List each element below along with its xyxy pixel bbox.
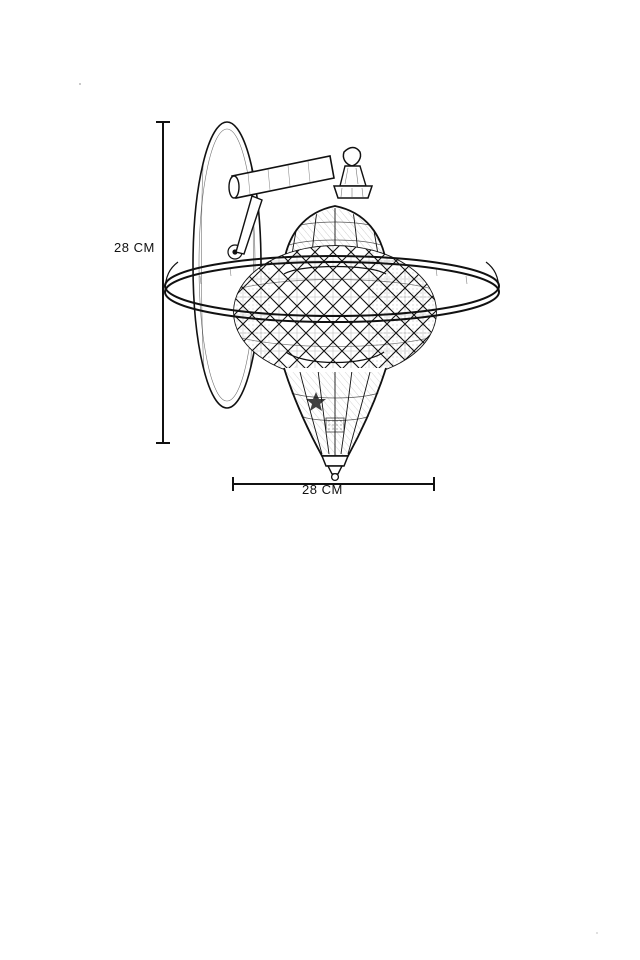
paper-speck [596, 932, 598, 934]
height-dimension-label: 28 CM [114, 240, 155, 255]
lower-cone [280, 366, 392, 462]
width-dimension-label: 28 CM [302, 482, 343, 497]
bottom-finial [322, 456, 348, 480]
height-dimension-line [156, 122, 170, 443]
paper-speck [79, 83, 81, 85]
top-finial [334, 148, 372, 199]
